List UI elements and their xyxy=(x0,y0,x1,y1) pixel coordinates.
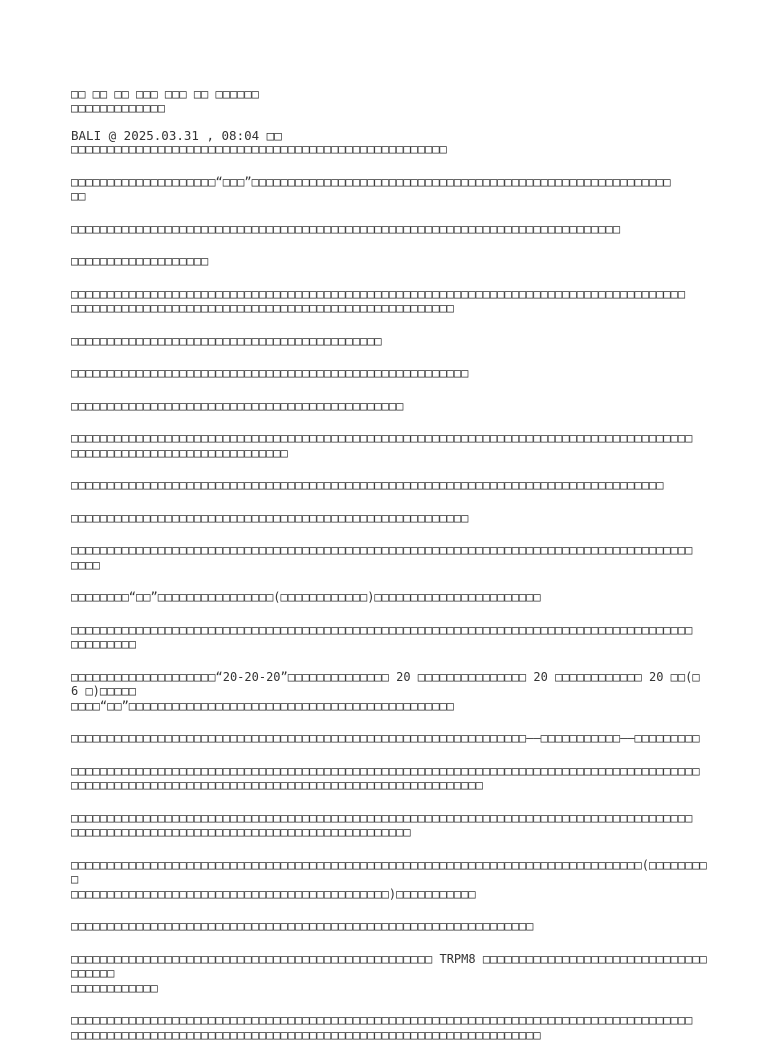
paragraph-text: □□□□□□□□□□□□□□□□□□□□□□□□□□□□□□□□□□□□□□□□□□□□□□□□□□□□□□□□□□□□□□□□□□□□□□□□□□□□□□□□□□□□□□ xyxy=(71,1013,692,1027)
paragraph-text: □□□□□□□□□□□□□□□□□□□□□□□□□□□□□□□□□□□□□□□□□□□□□□□□□□ xyxy=(71,952,439,966)
body-paragraph xyxy=(71,543,707,572)
paragraph-text: □□□□□□□□□□□□□□□□□□□□□□□□□□□□□□□□□□□□□□□□□□□□□□□□□□□□□□□□□□□□□□□——□□□□□□□□□□□——□□□□□□□□□ xyxy=(71,731,700,745)
subtitle-line: □□□□□□□□□□□□□ xyxy=(71,102,707,116)
paragraph-text: 20 xyxy=(649,670,663,684)
body-paragraph xyxy=(71,334,707,349)
body-paragraph xyxy=(71,254,707,269)
paragraph-text: □□□□“□□”□□□□□□□□□□□□□□□□□□□□□□□□□□□□□□□□□□□□□□□□□□□□□ xyxy=(71,699,454,713)
body-paragraph xyxy=(71,1013,707,1042)
body-paragraph xyxy=(71,175,707,204)
paragraph-text: 6 xyxy=(71,684,78,698)
paragraph-text: □□□□□□□□□□□□□□□□□□□□□□□□□□□□□□□□□□□□□□□□□□□□□□□□□□□□□□□□□□□□□□□□□□□□□□□□□□□□□□□□□□ xyxy=(71,478,663,492)
body-paragraph xyxy=(71,858,707,902)
paragraph-text: □□□□□□□□□ xyxy=(71,637,136,651)
paragraph-text: ”□□□□□□□□□□□□□□ xyxy=(281,670,397,684)
paragraph-text: □□□□□□□□□□□□□□□□□□□□□□□□□□□□□□□□□□□□□□□□□□□□□□□□□□□□□□□□□□□□□□□□□□□□□□□□□□□□□□□□□□□□□□□ xyxy=(71,764,700,778)
paragraph-text: □□□□ xyxy=(71,558,100,572)
paragraph-text: □□□□□□□□□□□□□□□ xyxy=(411,670,534,684)
body-paragraph xyxy=(71,431,707,460)
body-paragraph xyxy=(71,511,707,526)
paragraph-text: □□□□□□□□□□□□□□□□□□□□□□□□□□□□□□□□□□□□□□□□□□□□□□□□□□□□□□□□□□□□□□□□□□□□□□□□□□□□□□□□□□□□□□ xyxy=(71,811,692,825)
paragraph-text: □□ xyxy=(71,189,85,203)
body-paragraph xyxy=(71,623,707,652)
paragraph-text: □□□□□□□□□□□□□□□□□□□□□□□□□□□□□□ xyxy=(71,446,288,460)
body-paragraph xyxy=(71,731,707,746)
title-line: □□ □□ □□ □□□ □□□ □□ □□□□□□ xyxy=(71,88,707,102)
paragraph-text: 20-20-20 xyxy=(223,670,281,684)
paragraph-text: □□□□□□□□□□□□ xyxy=(71,981,158,995)
paragraph-text: □□□□□□□□□□□□□□□□□□□□□□□□□□□□□□□□□□□□□□□□□□□ xyxy=(71,334,382,348)
body-paragraph xyxy=(71,590,707,605)
paragraph-text: 20 xyxy=(533,670,547,684)
body-paragraph xyxy=(71,952,707,996)
paragraph-text: □□□□□□□□□□□□□□□□□□□□□□□□□□□□□□□□□□□□□□□□□□□□□□ xyxy=(71,399,403,413)
body-paragraph xyxy=(71,222,707,237)
article-body xyxy=(71,175,707,1042)
paragraph-text: □□□□□□□□□□□□□□□□□□□□□□□□□□□□□□□□□□□□□□□□□□□□□□□ xyxy=(71,825,411,839)
paragraph-text: 20 xyxy=(396,670,410,684)
body-paragraph xyxy=(71,399,707,414)
paragraph-text: □□□□□□□□□□□□□□□□□□□□“ xyxy=(71,670,223,684)
body-paragraph xyxy=(71,811,707,840)
tagline: □□□□□□□□□□□□□□□□□□□□□□□□□□□□□□□□□□□□□□□□□□□□□□□□□□□□ xyxy=(71,143,707,157)
body-paragraph xyxy=(71,366,707,381)
paragraph-text: □□□□□□□□□□□□ xyxy=(548,670,649,684)
paragraph-text: □□□□□□□□□□□□□□□□□□□□□□□□□□□□□□□□□□□□□□□□□□□□□□□□□□□□□□□□□□□□□□□□□ xyxy=(71,1028,541,1042)
body-paragraph xyxy=(71,670,707,714)
body-paragraph xyxy=(71,478,707,493)
paragraph-text: □□□□□□□□□□□□□□□□□□□□□□□□□□□□□□□□□□□□□ xyxy=(71,952,707,981)
paragraph-text: □□□□□□□□□□□□□□□□□□□□□□□□□□□□□□□□□□□□□□□□□□□□□□□□□□□□□ xyxy=(71,301,454,315)
paragraph-text: □□□□□□□□□□□□□□□□□□□□□□□□□□□□□□□□□□□□□□□□□□□□□□□□□□□□□□□□□□□□□□□□□□□□□□□□□□□□ xyxy=(71,222,620,236)
paragraph-text: □□□□□□□□“□□”□□□□□□□□□□□□□□□□(□□□□□□□□□□□□)□□□□□□□□□□□□□□□□□□□□□□□ xyxy=(71,590,541,604)
paragraph-text: □)□□□□□ xyxy=(78,684,136,698)
paragraph-text: □□(□ xyxy=(663,670,699,684)
paragraph-text: □□□□□□□□□□□□□□□□□□□□□□□□□□□□□□□□□□□□□□□□□□□□□□□□□□□□□□□□□□□□□□□□ xyxy=(71,919,533,933)
body-paragraph xyxy=(71,764,707,793)
paragraph-text: □□□□□□□□□□□□□□□□□□□□“□□□”□□□□□□□□□□□□□□□□□□□□□□□□□□□□□□□□□□□□□□□□□□□□□□□□□□□□□□□□□□ xyxy=(71,175,671,189)
body-paragraph xyxy=(71,287,707,316)
paragraph-text: □□□□□□□□□□□□□□□□□□□□□□□□□□□□□□□□□□□□□□□□□□□□□□□□□□□□□□□□□□□□□□□□□□□□□□□□□□□□□□□□□□□□□ xyxy=(71,287,685,301)
date-location-line: BALI @ 2025.03.31 , 08:04 □□ xyxy=(71,129,707,143)
paragraph-text: □□□□□□□□□□□□□□□□□□□□□□□□□□□□□□□□□□□□□□□□□□□□□□□□□□□□□□□□□□□□□□□□□□□□□□□□□□□□□□□(□□□□□□□□□ xyxy=(71,858,707,887)
paragraph-text: □□□□□□□□□□□□□□□□□□□□□□□□□□□□□□□□□□□□□□□□□□□□□□□□□□□□□□□□□□□□□□□□□□□□□□□□□□□□□□□□□□□□□□ xyxy=(71,623,692,637)
paragraph-text: □□□□□□□□□□□□□□□□□□□□□□□□□□□□□□□□□□□□□□□□□□□□□□□□□□□□□□□ xyxy=(71,511,468,525)
paragraph-text: □□□□□□□□□□□□□□□□□□□□□□□□□□□□□□□□□□□□□□□□□□□□□□□□□□□□□□□□□□□□□□□□□□□□□□□□□□□□□□□□□□□□□□ xyxy=(71,543,692,557)
paragraph-text: □□□□□□□□□□□□□□□□□□□□□□□□□□□□□□□□□□□□□□□□□□□□□□□□□□□□□□□□□□□□□□□□□□□□□□□□□□□□□□□□□□□□□□ xyxy=(71,431,692,445)
paragraph-text: □□□□□□□□□□□□□□□□□□□□□□□□□□□□□□□□□□□□□□□□□□□□)□□□□□□□□□□□ xyxy=(71,887,476,901)
paragraph-text: TRPM8 xyxy=(439,952,475,966)
paragraph-text: □□□□□□□□□□□□□□□□□□□□□□□□□□□□□□□□□□□□□□□□□□□□□□□□□□□□□□□ xyxy=(71,366,468,380)
body-paragraph xyxy=(71,919,707,934)
article xyxy=(71,88,707,1042)
paragraph-text: □□□□□□□□□□□□□□□□□□□□□□□□□□□□□□□□□□□□□□□□□□□□□□□□□□□□□□□□□ xyxy=(71,778,483,792)
paragraph-text: □□□□□□□□□□□□□□□□□□□ xyxy=(71,254,208,268)
